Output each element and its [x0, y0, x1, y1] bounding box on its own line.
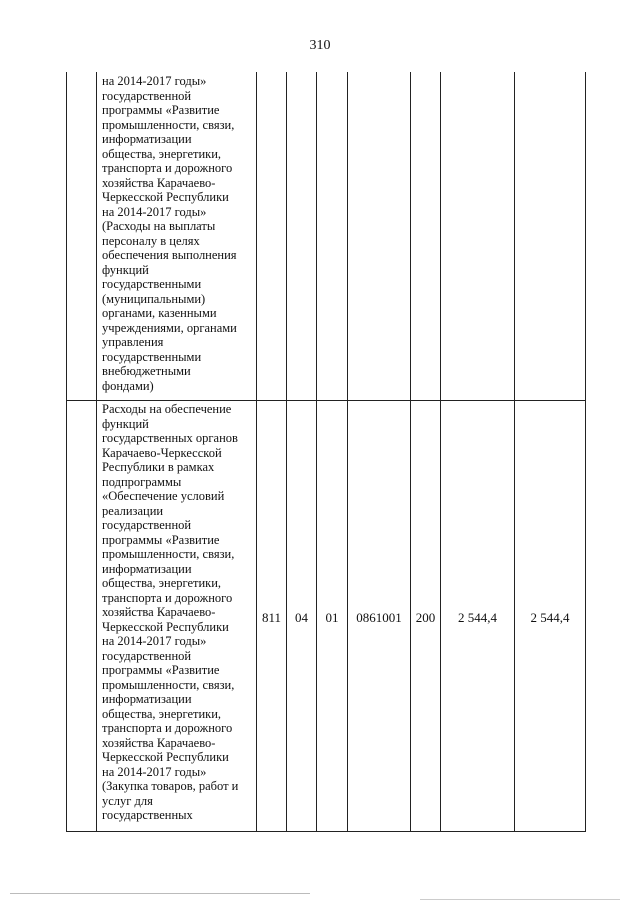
scan-artifact — [420, 899, 620, 900]
ministry-code: 811 — [261, 610, 282, 625]
row-description: Расходы на обеспечение функций государственных органов Карачаево-Черкесской Республики в рамках подпрограммы «Обеспечение условий реализации государственной программы «Развитие промышленности, связи, информатизации общества, энергетики, транспорта и дорожного хозяйства Карачаево- Черкесской Республики на 2014-2017 годы» государственной программы «Развитие промышленности, связи, информатизации общества, энергетики, транспорта и дорожного хозяйства Карачаево- Черкесской Республики на 2014-2017 годы» (Закупка товаров, работ и услуг для государственных — [102, 402, 239, 822]
section-code: 04 — [295, 610, 308, 625]
column-border — [585, 72, 586, 832]
row-divider — [66, 400, 585, 401]
column-border — [440, 72, 441, 832]
column-border — [256, 72, 257, 832]
subsection-code: 01 — [325, 610, 339, 625]
column-border — [66, 72, 67, 832]
scan-artifact — [10, 893, 310, 894]
target-article-code: 0861001 — [356, 610, 402, 625]
table-bottom-border — [66, 831, 585, 832]
amount-second: 2 544,4 — [530, 610, 570, 625]
column-border — [410, 72, 411, 832]
column-border — [96, 72, 97, 832]
column-border — [286, 72, 287, 832]
amount-first: 2 544,4 — [458, 610, 497, 625]
row-description: на 2014-2017 годы» государственной программы «Развитие промышленности, связи, информатизации общества, энергетики, транспорта и дорожного хозяйства Карачаево- Черкесской Республики на 2014-2017 годы» (Расходы на выплаты персоналу в целях обеспечения выполнения функций государственными (муниципальными) органами, казенными учреждениями, органами управления государственными внебюджетными фондами) — [102, 74, 237, 393]
column-border — [316, 72, 317, 832]
page-number: 310 — [309, 38, 331, 53]
column-border — [347, 72, 348, 832]
column-border — [514, 72, 515, 832]
expense-type-code: 200 — [415, 610, 436, 625]
